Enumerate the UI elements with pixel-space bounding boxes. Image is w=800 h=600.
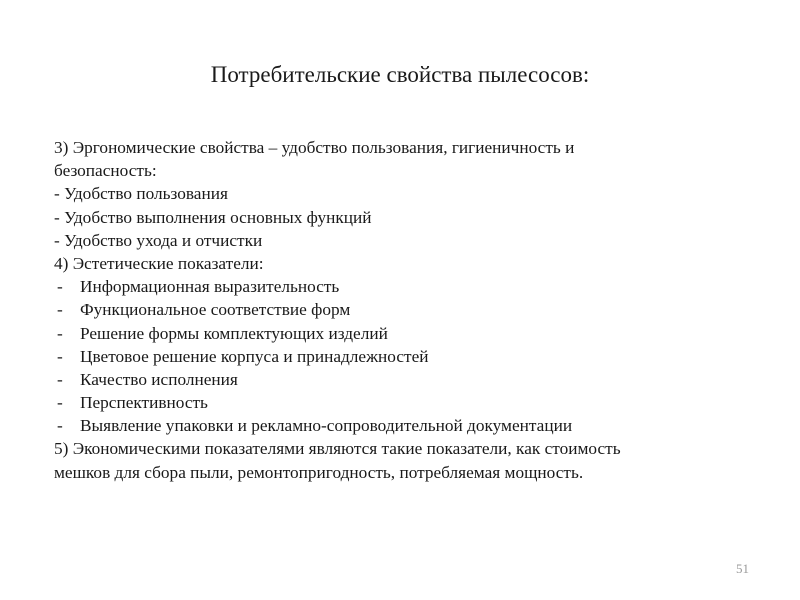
line-text: - Удобство ухода и отчистки	[54, 230, 263, 250]
line-text: - Удобство пользования	[54, 184, 228, 204]
line-text: Перспективность	[80, 393, 208, 413]
line-text: - Удобство выполнения основных функций	[54, 207, 372, 227]
line-text: 5) Экономическими показателями являются такие показатели, как стоимость	[54, 439, 621, 459]
bullet-item	[54, 368, 754, 391]
dash-bullet-icon: -	[57, 323, 63, 343]
line-text: 4) Эстетические показатели:	[54, 253, 264, 273]
text-line	[54, 206, 754, 229]
bullet-item	[54, 275, 754, 298]
dash-bullet-icon: -	[57, 300, 63, 320]
dash-bullet-icon: -	[57, 346, 63, 366]
line-text: мешков для сбора пыли, ремонтопригодность, потребляемая мощность.	[54, 462, 584, 482]
text-line	[54, 437, 754, 460]
line-text: Функциональное соответствие форм	[80, 300, 351, 320]
text-line	[54, 461, 754, 484]
bullet-item	[54, 414, 754, 437]
text-line	[54, 159, 754, 182]
line-text: Информационная выразительность	[80, 277, 340, 297]
dash-bullet-icon: -	[57, 416, 63, 436]
dash-bullet-icon: -	[57, 277, 63, 297]
text-line	[54, 252, 754, 275]
line-text: безопасность:	[54, 161, 157, 181]
dash-bullet-icon: -	[57, 369, 63, 389]
text-line	[54, 182, 754, 205]
line-text: Цветовое решение корпуса и принадлежностей	[80, 346, 429, 366]
bullet-item	[54, 298, 754, 321]
text-line	[54, 229, 754, 252]
line-text: Качество исполнения	[80, 369, 238, 389]
text-line	[54, 136, 754, 159]
dash-bullet-icon: -	[57, 393, 63, 413]
bullet-item	[54, 345, 754, 368]
line-text: Решение формы комплектующих изделий	[80, 323, 388, 343]
line-text: 3) Эргономические свойства – удобство пользования, гигиеничность и	[54, 138, 575, 157]
bullet-item	[54, 391, 754, 414]
slide-title: Потребительские свойства пылесосов:	[210, 62, 590, 87]
line-text: Выявление упаковки и рекламно-сопроводительной документации	[80, 416, 573, 436]
bullet-item	[54, 322, 754, 345]
slide-body	[54, 136, 754, 484]
page-number: 51	[736, 561, 749, 576]
